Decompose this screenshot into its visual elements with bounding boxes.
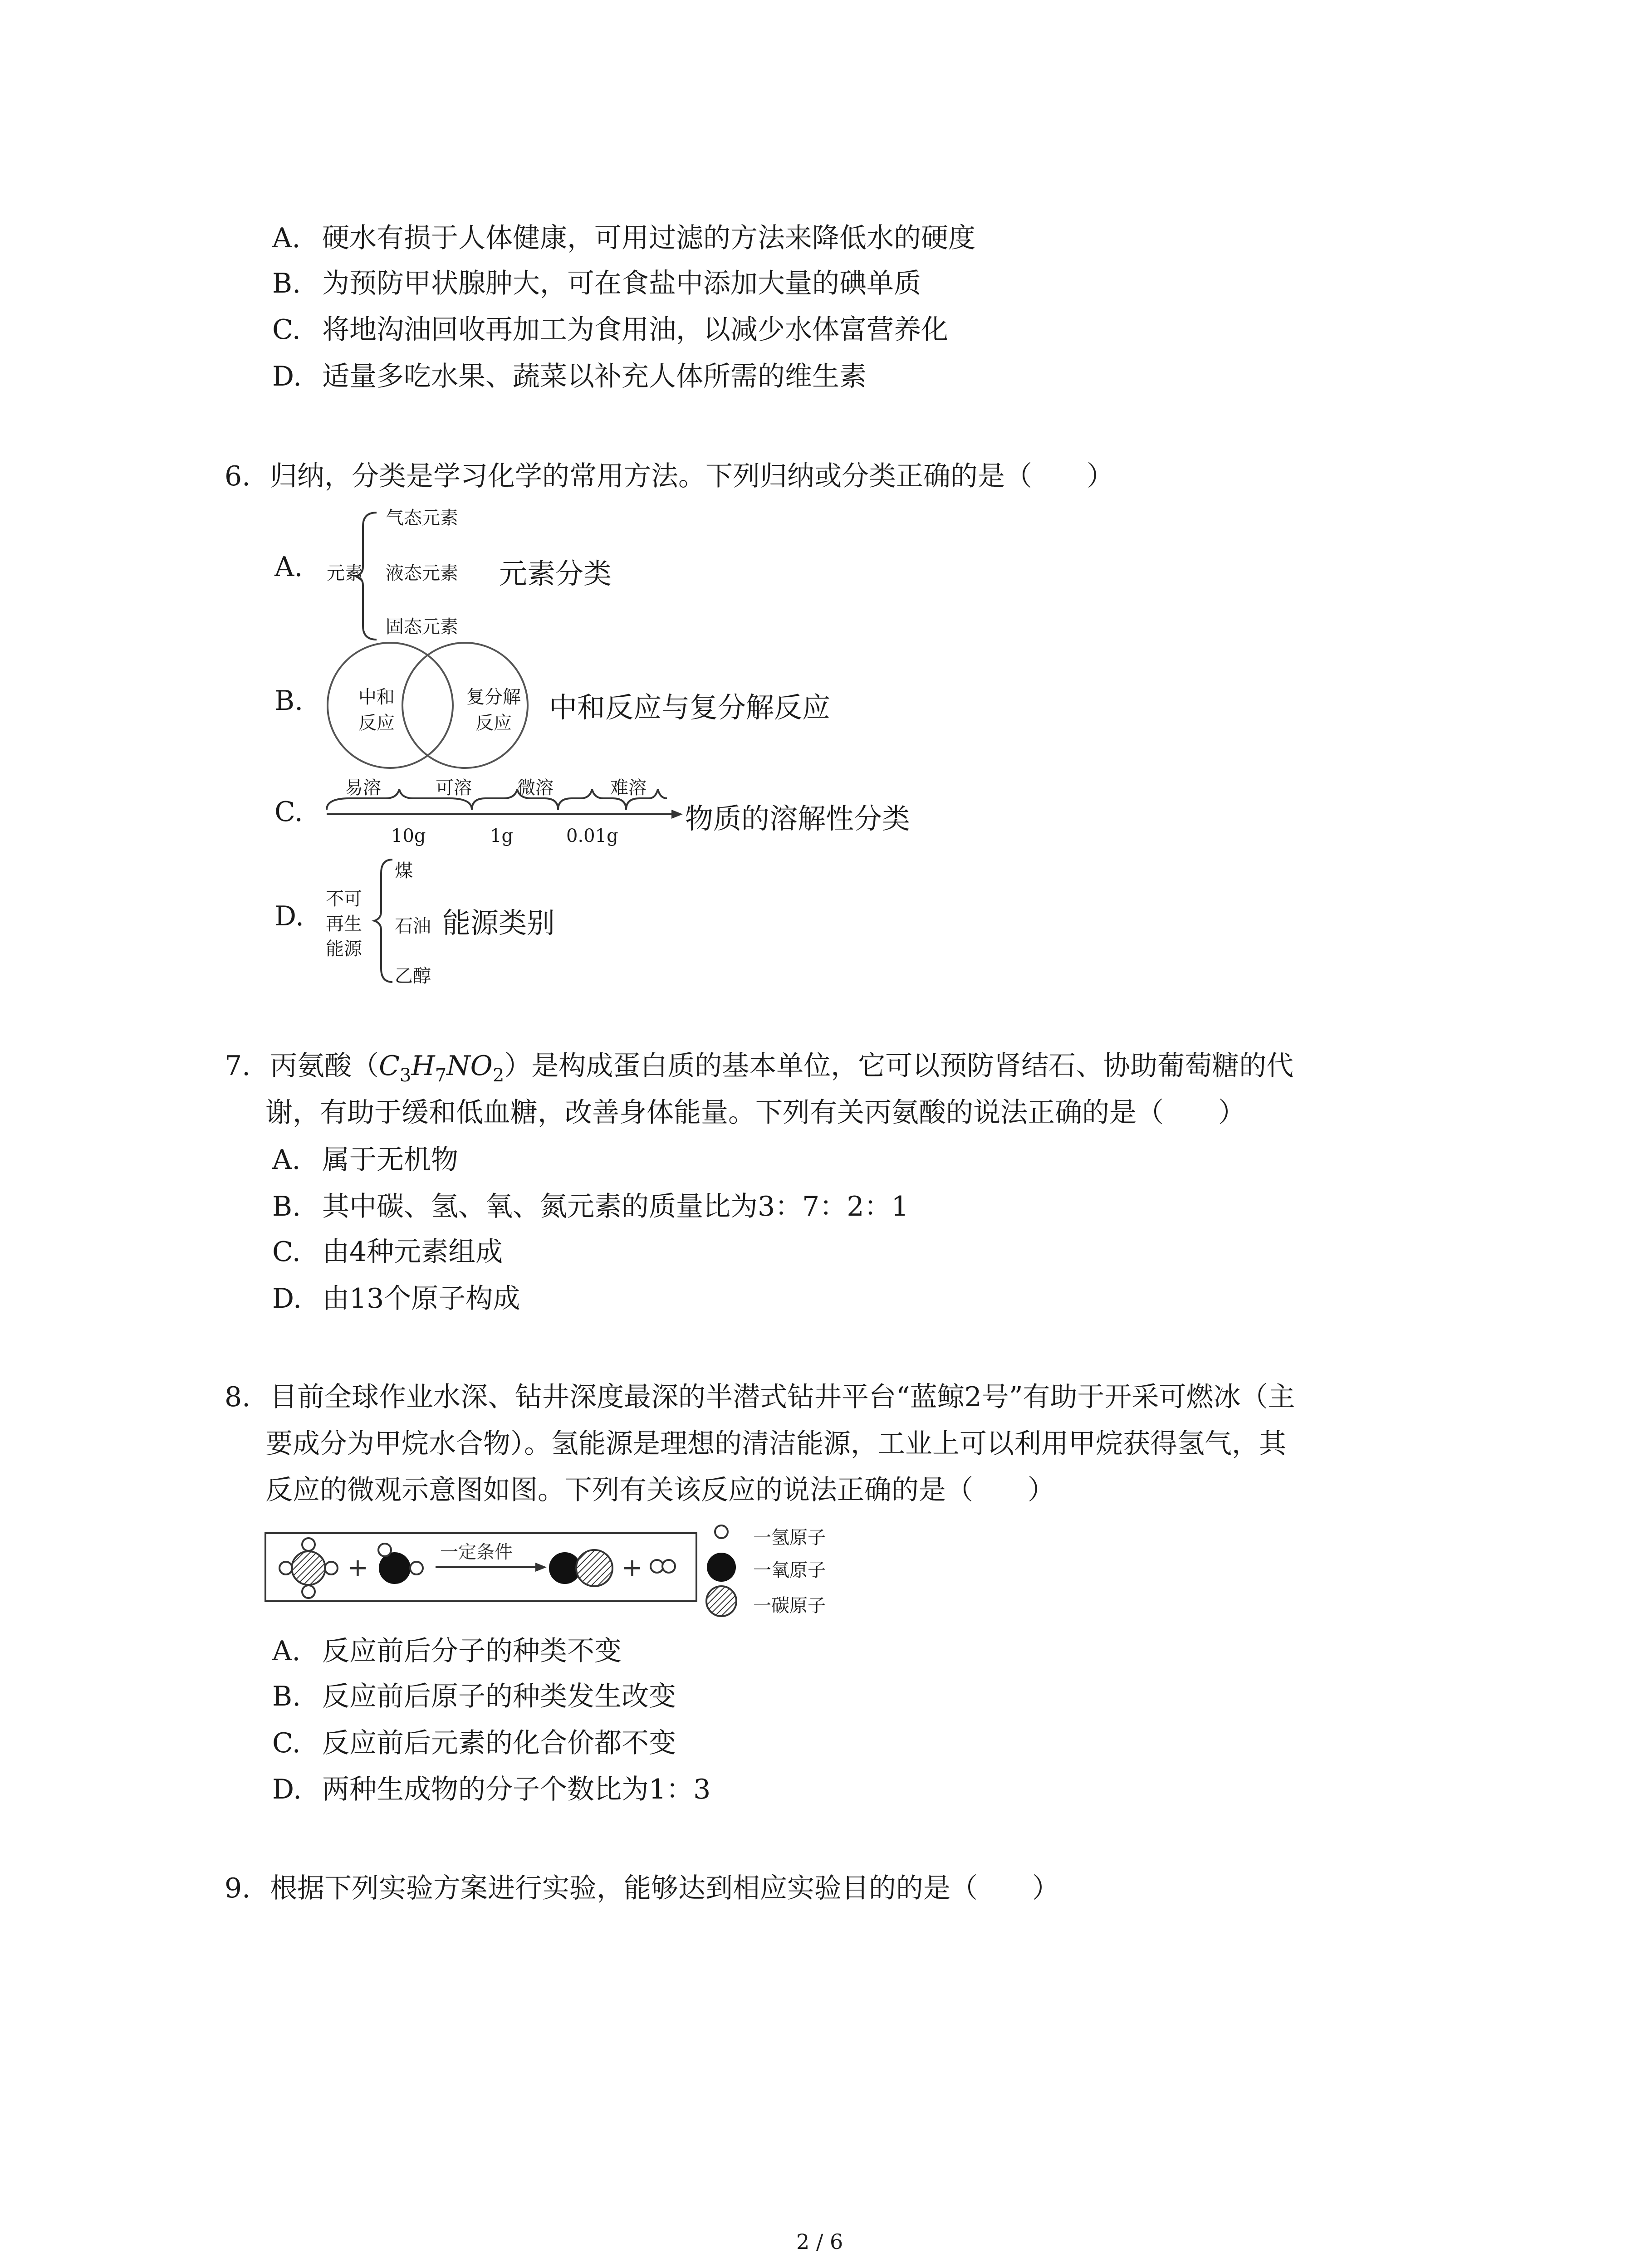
hydrogen-atom-icon [651, 1560, 663, 1573]
q5-option-d: D. 适量多吃水果、蔬菜以补充人体所需的维生素 [272, 361, 867, 392]
q6-c-segment: 易溶 [345, 777, 381, 798]
q6-d-item: 石油 [395, 916, 431, 937]
q8-stem-line3: 反应的微观示意图如图。下列有关该反应的说法正确的是（ ） [265, 1474, 1055, 1506]
q7-formula: $C_3H_7NO_2$ [379, 1050, 505, 1086]
q6-b-left-label: 中和 [358, 687, 395, 708]
q6-a-caption: 元素分类 [499, 557, 612, 590]
q6-c-caption: 物质的溶解性分类 [685, 802, 911, 835]
q7-stem-line1: 7. 丙氨酸$(C_3H_7NO_2)$是构成蛋白质的基本单位，它可以预防肾结石、协助葡萄糖的代 [225, 1050, 1294, 1086]
q6-b-left-label: 反应 [358, 713, 395, 733]
q6-option-d-label: D. [274, 900, 304, 932]
hydrogen-atom-icon [302, 1585, 315, 1598]
q6-option-c-label: C. [274, 796, 303, 828]
hydrogen-atom-icon [662, 1560, 675, 1573]
plus-sign: + [622, 1553, 643, 1583]
q6-b-right-label: 反应 [475, 713, 512, 733]
q9-stem: 9. 根据下列实验方案进行实验，能够达到相应实验目的的是（ ） [225, 1872, 1059, 1904]
q5-option-c: C. 将地沟油回收再加工为食用油，以减少水体富营养化 [272, 314, 948, 346]
arrow-icon [671, 810, 683, 819]
q6-a-item: 液态元素 [386, 563, 458, 584]
q8-option-a: A. 反应前后分子的种类不变 [272, 1635, 622, 1667]
legend-oxygen: 一氧原子 [753, 1560, 826, 1581]
q6-d-item: 煤 [395, 860, 413, 881]
q6-option-a-label: A. [274, 551, 303, 583]
q6-b-right-label: 复分解 [466, 687, 521, 708]
q6-stem: 6. 归纳，分类是学习化学的常用方法。下列归纳或分类正确的是（ ） [225, 460, 1114, 492]
q7-option-d: D. 由13个原子构成 [272, 1283, 520, 1315]
q6-d-root: 再生 [326, 914, 362, 934]
q6-c-tick: 1g [490, 826, 514, 846]
q6-c-segment: 微溶 [517, 777, 554, 798]
q8-stem-line2: 要成分为甲烷水合物）。氢能源是理想的清洁能源，工业上可以利用甲烷获得氢气，其 [265, 1428, 1286, 1460]
brace-icon [374, 860, 392, 982]
hydrogen-atom-icon [410, 1562, 423, 1574]
carbon-atom-icon [706, 1586, 736, 1616]
q5-option-b: B. 为预防甲状腺肿大，可在食盐中添加大量的碘单质 [272, 268, 921, 299]
arrow-icon [535, 1563, 547, 1572]
q6-d-root: 能源 [326, 938, 362, 959]
q8-option-d: D. 两种生成物的分子个数比为1：3 [272, 1774, 711, 1805]
q6-c-segment: 难溶 [610, 777, 647, 798]
q6-option-b-label: B. [274, 685, 304, 717]
oxygen-atom-icon [380, 1553, 410, 1583]
q8-option-b: B. 反应前后原子的种类发生改变 [272, 1681, 676, 1712]
q5-option-a: A. 硬水有损于人体健康，可用过滤的方法来降低水的硬度 [272, 222, 975, 254]
hydrogen-atom-icon [325, 1562, 338, 1574]
legend-carbon: 一碳原子 [753, 1595, 826, 1616]
q7-option-a: A. 属于无机物 [272, 1144, 458, 1176]
hydrogen-atom-icon [715, 1525, 728, 1538]
carbon-atom-icon [576, 1550, 612, 1586]
q7-stem-line2: 谢，有助于缓和低血糖，改善身体能量。下列有关丙氨酸的说法正确的是（ ） [265, 1097, 1245, 1129]
q6-c-tick: 0.01g [566, 826, 618, 846]
q6-c-segment: 可溶 [436, 777, 472, 798]
q8-stem-line1: 8. 目前全球作业水深、钻井深度最深的半潜式钻井平台“蓝鲸2号”有助于开采可燃冰（主 [225, 1381, 1295, 1413]
q6-d-item: 乙醇 [395, 966, 431, 987]
page-number: 2 / 6 [796, 2229, 843, 2254]
q6-a-item: 固态元素 [386, 616, 458, 637]
q6-d-root: 不可 [326, 889, 362, 909]
hydrogen-atom-icon [279, 1562, 292, 1574]
q6-a-item: 气态元素 [386, 508, 458, 528]
q6-a-root: 元素 [327, 563, 363, 584]
reaction-condition: 一定条件 [440, 1542, 513, 1563]
carbon-atom-icon [292, 1551, 325, 1585]
hydrogen-atom-icon [302, 1538, 315, 1551]
legend-hydrogen: 一氢原子 [753, 1527, 826, 1548]
q7-option-c: C. 由4种元素组成 [272, 1236, 503, 1268]
q8-option-c: C. 反应前后元素的化合价都不变 [272, 1727, 676, 1759]
hydrogen-atom-icon [378, 1544, 391, 1556]
oxygen-atom-icon [707, 1553, 736, 1582]
q6-b-caption: 中和反应与复分解反应 [549, 691, 831, 724]
q7-option-b: B. 其中碳、氢、氧、氮元素的质量比为3：7：2：1 [272, 1191, 909, 1222]
q6-c-tick: 10g [391, 826, 426, 846]
plus-sign: + [347, 1553, 368, 1583]
q6-d-caption: 能源类别 [442, 906, 555, 939]
